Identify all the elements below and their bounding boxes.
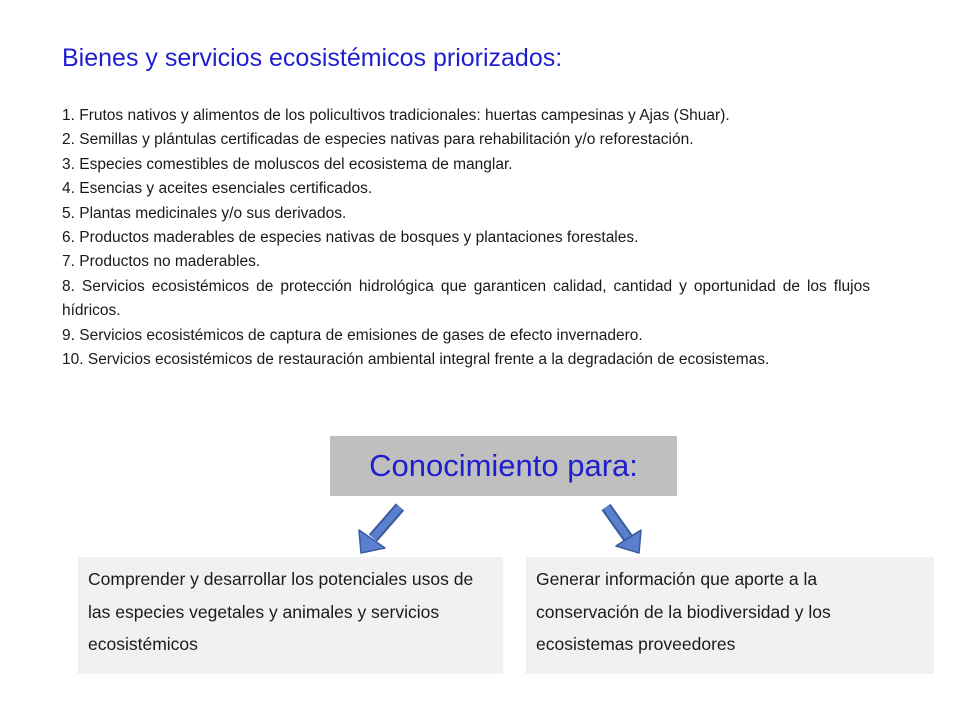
list-item: 2. Semillas y plántulas certificadas de especies nativas para rehabilitación y/o reforestación. bbox=[62, 131, 694, 149]
right-arrow-icon bbox=[606, 507, 641, 553]
services-list bbox=[62, 104, 870, 372]
knowledge-box bbox=[330, 436, 677, 496]
list-item: 5. Plantas medicinales y/o sus derivados. bbox=[62, 204, 347, 222]
list-item: 10. Servicios ecosistémicos de restauración ambiental integral frente a la degradación de ecosistemas. bbox=[62, 351, 770, 369]
list-item: 8. Servicios ecosistémicos de protección hidrológica que garanticen calidad, cantidad y oportunidad de los flujos hídricos. bbox=[62, 277, 870, 320]
knowledge-label: Conocimiento para: bbox=[369, 448, 638, 483]
list-item: 1. Frutos nativos y alimentos de los policultivos tradicionales: huertas campesinas y Ajas (Shuar). bbox=[62, 107, 730, 124]
understand-box: Comprender y desarrollar los potenciales usos de las especies vegetales y animales y servicios ecosistémicos bbox=[78, 557, 503, 674]
list-item: 4. Esencias y aceites esenciales certificados. bbox=[62, 180, 373, 198]
list-item: 6. Productos maderables de especies nativas de bosques y plantaciones forestales. bbox=[62, 229, 639, 247]
list-item: 7. Productos no maderables. bbox=[62, 253, 261, 271]
list-item: 3. Especies comestibles de moluscos del ecosistema de manglar. bbox=[62, 155, 513, 173]
list-item: 9. Servicios ecosistémicos de captura de emisiones de gases de efecto invernadero. bbox=[62, 326, 643, 344]
left-arrow-icon bbox=[359, 507, 400, 553]
generate-info-box: Generar información que aporte a la conservación de la biodiversidad y los ecosistemas proveedores bbox=[526, 557, 934, 674]
slide-title: Bienes y servicios ecosistémicos priorizados: bbox=[62, 44, 563, 72]
